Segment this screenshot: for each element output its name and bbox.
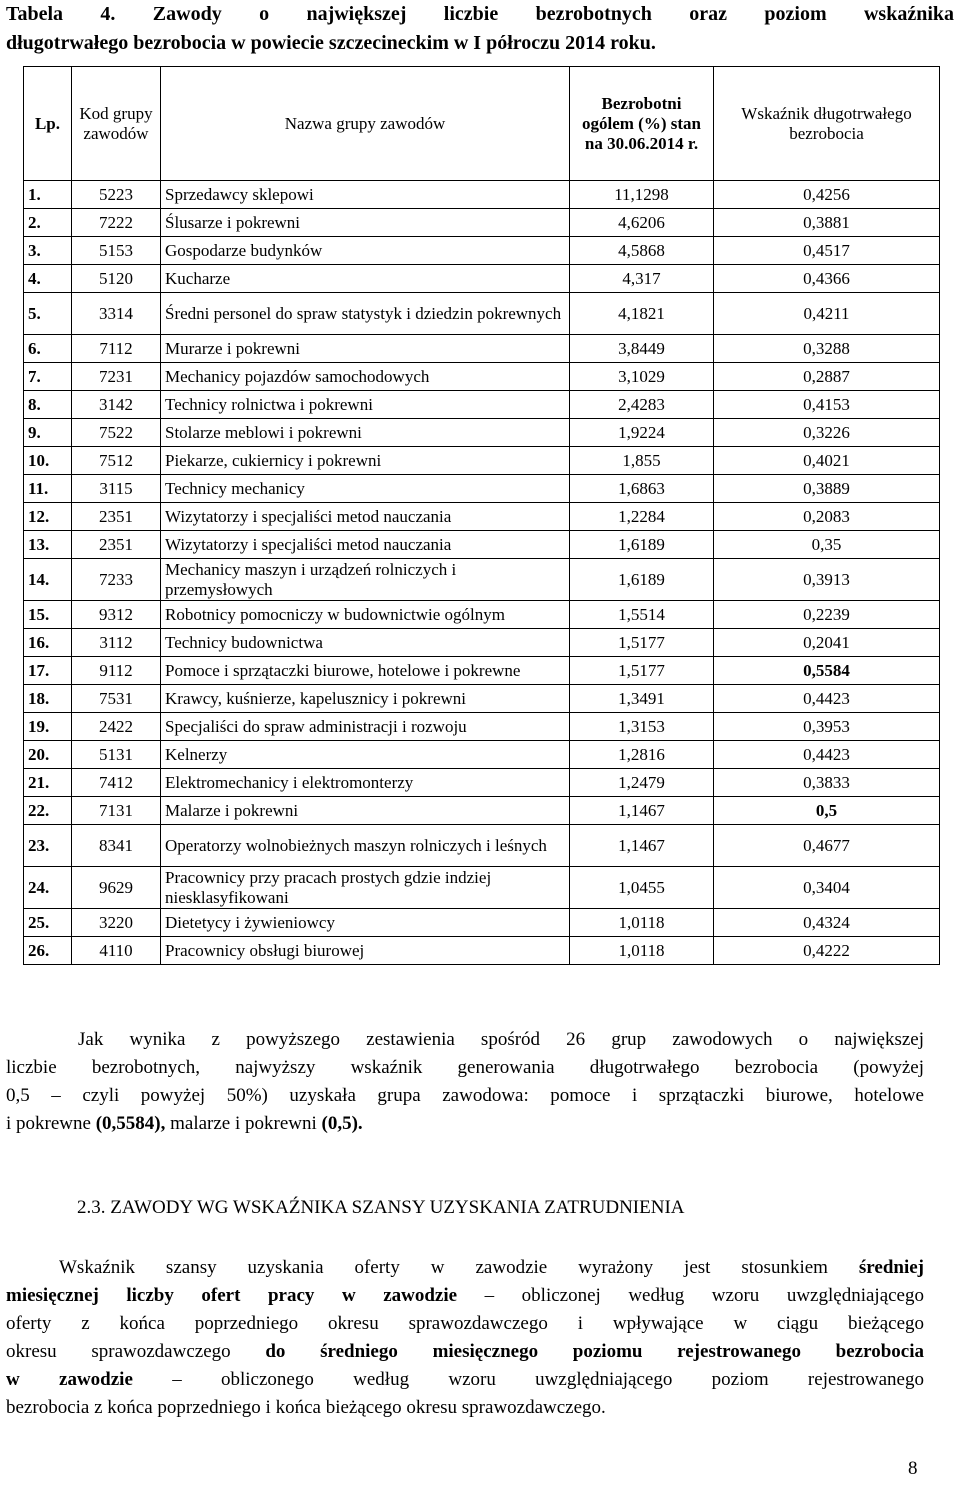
definition-bold-1: średniej (858, 1257, 924, 1278)
summary-text-a: i pokrewne (6, 1113, 96, 1134)
cell-wskaznik: 0,3889 (714, 475, 940, 503)
table-row (24, 937, 940, 965)
cell-wskaznik: 0,3833 (714, 769, 940, 797)
cell-kod: 3314 (72, 293, 161, 335)
table-row (24, 797, 940, 825)
cell-lp: 22. (24, 797, 72, 825)
cell-nazwa: Malarze i pokrewni (161, 797, 570, 825)
table-row (24, 265, 940, 293)
cell-wskaznik: 0,4222 (714, 937, 940, 965)
cell-nazwa: Technicy rolnictwa i pokrewni (161, 391, 570, 419)
summary-line-4 (6, 1110, 924, 1138)
table-row (24, 531, 940, 559)
cell-kod: 4110 (72, 937, 161, 965)
cell-lp: 15. (24, 601, 72, 629)
definition-bold-4: do średniego miesięcznego poziomu rejestrowanego bezrobocia (265, 1341, 924, 1362)
cell-lp: 10. (24, 447, 72, 475)
cell-lp: 25. (24, 909, 72, 937)
cell-wskaznik: 0,3404 (714, 867, 940, 909)
cell-bezrobotni: 1,6189 (570, 531, 714, 559)
cell-nazwa: Kucharze (161, 265, 570, 293)
cell-nazwa: Mechanicy maszyn i urządzeń rolniczych i przemysłowych (161, 559, 570, 601)
definition-line-2 (6, 1282, 924, 1310)
cell-nazwa: Ślusarze i pokrewni (161, 209, 570, 237)
cell-kod: 9112 (72, 657, 161, 685)
cell-bezrobotni: 1,0118 (570, 909, 714, 937)
cell-kod: 9629 (72, 867, 161, 909)
table-row (24, 447, 940, 475)
table-row (24, 741, 940, 769)
table-row (24, 601, 940, 629)
cell-lp: 9. (24, 419, 72, 447)
cell-nazwa: Piekarze, cukiernicy i pokrewni (161, 447, 570, 475)
summary-paragraph (6, 1026, 924, 1138)
header-lp: Lp. (24, 67, 72, 181)
cell-nazwa: Murarze i pokrewni (161, 335, 570, 363)
definition-line-4 (6, 1338, 924, 1366)
cell-bezrobotni: 3,8449 (570, 335, 714, 363)
unemployment-table (23, 66, 940, 965)
table-row (24, 657, 940, 685)
cell-nazwa: Mechanicy pojazdów samochodowych (161, 363, 570, 391)
table-row (24, 363, 940, 391)
cell-wskaznik: 0,2083 (714, 503, 940, 531)
header-nazwa: Nazwa grupy zawodów (161, 67, 570, 181)
table-caption (6, 0, 954, 58)
cell-lp: 21. (24, 769, 72, 797)
cell-kod: 7233 (72, 559, 161, 601)
definition-bold-2: miesięcznej liczby ofert pracy w zawodzie (6, 1285, 458, 1306)
cell-bezrobotni: 4,317 (570, 265, 714, 293)
cell-wskaznik: 0,4256 (714, 181, 940, 209)
table-row (24, 209, 940, 237)
table-header-row (24, 67, 940, 181)
cell-kod: 9312 (72, 601, 161, 629)
definition-paragraph (6, 1254, 924, 1422)
cell-lp: 24. (24, 867, 72, 909)
cell-bezrobotni: 1,0118 (570, 937, 714, 965)
cell-wskaznik: 0,5 (714, 797, 940, 825)
cell-nazwa: Pracownicy obsługi biurowej (161, 937, 570, 965)
cell-wskaznik: 0,5584 (714, 657, 940, 685)
cell-wskaznik: 0,4423 (714, 741, 940, 769)
cell-kod: 2422 (72, 713, 161, 741)
cell-lp: 3. (24, 237, 72, 265)
cell-bezrobotni: 1,5177 (570, 629, 714, 657)
cell-wskaznik: 0,3226 (714, 419, 940, 447)
table-row (24, 335, 940, 363)
cell-lp: 18. (24, 685, 72, 713)
cell-wskaznik: 0,3953 (714, 713, 940, 741)
table-row (24, 503, 940, 531)
summary-text-b: malarze i pokrewni (165, 1113, 322, 1134)
cell-wskaznik: 0,2887 (714, 363, 940, 391)
cell-lp: 20. (24, 741, 72, 769)
page-number: 8 (908, 1458, 918, 1479)
cell-bezrobotni: 1,1467 (570, 825, 714, 867)
section-heading: 2.3. ZAWODY WG WSKAŹNIKA SZANSY UZYSKANIA ZATRUDNIENIA (77, 1197, 685, 1218)
cell-kod: 8341 (72, 825, 161, 867)
cell-kod: 7522 (72, 419, 161, 447)
cell-nazwa: Wizytatorzy i specjaliści metod nauczania (161, 531, 570, 559)
cell-bezrobotni: 1,3491 (570, 685, 714, 713)
definition-text-1: Wskaźnik szansy uzyskania oferty w zawodzie wyrażony jest stosunkiem (59, 1257, 859, 1278)
cell-bezrobotni: 1,0455 (570, 867, 714, 909)
table-row (24, 629, 940, 657)
cell-wskaznik: 0,3881 (714, 209, 940, 237)
cell-bezrobotni: 1,6863 (570, 475, 714, 503)
cell-bezrobotni: 3,1029 (570, 363, 714, 391)
table-row (24, 293, 940, 335)
cell-lp: 23. (24, 825, 72, 867)
cell-kod: 7531 (72, 685, 161, 713)
cell-bezrobotni: 2,4283 (570, 391, 714, 419)
cell-bezrobotni: 1,5514 (570, 601, 714, 629)
cell-nazwa: Sprzedawcy sklepowi (161, 181, 570, 209)
cell-lp: 13. (24, 531, 72, 559)
cell-wskaznik: 0,3913 (714, 559, 940, 601)
cell-nazwa: Specjaliści do spraw administracji i rozwoju (161, 713, 570, 741)
cell-nazwa: Gospodarze budynków (161, 237, 570, 265)
cell-wskaznik: 0,4211 (714, 293, 940, 335)
cell-bezrobotni: 1,2284 (570, 503, 714, 531)
cell-kod: 7231 (72, 363, 161, 391)
table-row (24, 713, 940, 741)
cell-lp: 11. (24, 475, 72, 503)
cell-kod: 3142 (72, 391, 161, 419)
table-row (24, 475, 940, 503)
cell-bezrobotni: 1,2816 (570, 741, 714, 769)
definition-line-3: oferty z końca poprzedniego okresu sprawozdawczego i wpływające w ciągu bieżącego (6, 1313, 924, 1334)
definition-text-2: – obliczonej według wzoru uwzględniającego (457, 1285, 924, 1306)
table-row (24, 867, 940, 909)
cell-nazwa: Kelnerzy (161, 741, 570, 769)
cell-nazwa: Średni personel do spraw statystyk i dziedzin pokrewnych (161, 293, 570, 335)
cell-lp: 2. (24, 209, 72, 237)
cell-nazwa: Technicy mechanicy (161, 475, 570, 503)
cell-kod: 2351 (72, 503, 161, 531)
cell-wskaznik: 0,4423 (714, 685, 940, 713)
cell-wskaznik: 0,2239 (714, 601, 940, 629)
cell-bezrobotni: 1,2479 (570, 769, 714, 797)
cell-lp: 12. (24, 503, 72, 531)
cell-nazwa: Stolarze meblowi i pokrewni (161, 419, 570, 447)
cell-lp: 17. (24, 657, 72, 685)
summary-value-2: (0,5). (321, 1113, 363, 1134)
summary-value-1: (0,5584), (95, 1113, 166, 1134)
cell-lp: 5. (24, 293, 72, 335)
summary-line-2: liczbie bezrobotnych, najwyższy wskaźnik generowania długotrwałego bezrobocia (powyżej (6, 1057, 924, 1078)
definition-line-5 (6, 1366, 924, 1394)
cell-lp: 8. (24, 391, 72, 419)
cell-wskaznik: 0,2041 (714, 629, 940, 657)
cell-lp: 19. (24, 713, 72, 741)
definition-line-6: bezrobocia z końca poprzedniego i końca bieżącego okresu sprawozdawczego. (6, 1397, 606, 1418)
cell-bezrobotni: 4,6206 (570, 209, 714, 237)
table-row (24, 419, 940, 447)
table-body (24, 181, 940, 965)
cell-wskaznik: 0,4366 (714, 265, 940, 293)
definition-bold-5: w zawodzie (6, 1369, 133, 1390)
table-row (24, 391, 940, 419)
cell-nazwa: Pomoce i sprzątaczki biurowe, hotelowe i pokrewne (161, 657, 570, 685)
cell-kod: 7512 (72, 447, 161, 475)
cell-wskaznik: 0,4677 (714, 825, 940, 867)
header-kod: Kod grupy zawodów (72, 67, 161, 181)
cell-bezrobotni: 4,1821 (570, 293, 714, 335)
cell-bezrobotni: 1,855 (570, 447, 714, 475)
table-row (24, 769, 940, 797)
cell-bezrobotni: 1,6189 (570, 559, 714, 601)
table-row (24, 181, 940, 209)
summary-line-1: Jak wynika z powyższego zestawienia spośród 26 grup zawodowych o największej (78, 1029, 924, 1050)
cell-kod: 7412 (72, 769, 161, 797)
cell-kod: 7112 (72, 335, 161, 363)
cell-nazwa: Wizytatorzy i specjaliści metod nauczania (161, 503, 570, 531)
header-bezrobotni: Bezrobotni ogólem (%) stan na 30.06.2014 r. (570, 67, 714, 181)
cell-bezrobotni: 11,1298 (570, 181, 714, 209)
cell-kod: 7131 (72, 797, 161, 825)
definition-text-5: – obliczonego według wzoru uwzględniającego poziom rejestrowanego (132, 1369, 924, 1390)
cell-nazwa: Krawcy, kuśnierze, kapelusznicy i pokrewni (161, 685, 570, 713)
definition-text-4: okresu sprawozdawczego (6, 1341, 266, 1362)
cell-lp: 1. (24, 181, 72, 209)
cell-lp: 7. (24, 363, 72, 391)
cell-bezrobotni: 1,1467 (570, 797, 714, 825)
definition-line-1 (6, 1254, 924, 1282)
table-row (24, 685, 940, 713)
cell-lp: 16. (24, 629, 72, 657)
header-wskaznik: Wskaźnik długotrwałego bezrobocia (714, 67, 940, 181)
cell-lp: 6. (24, 335, 72, 363)
cell-kod: 7222 (72, 209, 161, 237)
cell-wskaznik: 0,3288 (714, 335, 940, 363)
table-row (24, 909, 940, 937)
cell-nazwa: Dietetycy i żywieniowcy (161, 909, 570, 937)
cell-wskaznik: 0,4021 (714, 447, 940, 475)
cell-nazwa: Pracownicy przy pracach prostych gdzie indziej niesklasyfikowani (161, 867, 570, 909)
caption-line-2: długotrwałego bezrobocia w powiecie szczecineckim w I półroczu 2014 roku. (6, 32, 656, 54)
cell-lp: 4. (24, 265, 72, 293)
cell-lp: 14. (24, 559, 72, 601)
cell-wskaznik: 0,4324 (714, 909, 940, 937)
cell-kod: 2351 (72, 531, 161, 559)
cell-bezrobotni: 4,5868 (570, 237, 714, 265)
cell-nazwa: Robotnicy pomocniczy w budownictwie ogólnym (161, 601, 570, 629)
cell-kod: 5120 (72, 265, 161, 293)
caption-line-1: Tabela 4. Zawody o największej liczbie bezrobotnych oraz poziom wskaźnika (6, 3, 954, 25)
table-row (24, 825, 940, 867)
cell-kod: 5131 (72, 741, 161, 769)
table-row (24, 559, 940, 601)
summary-line-3: 0,5 – czyli powyżej 50%) uzyskała grupa zawodowa: pomoce i sprzątaczki biurowe, hotelowe (6, 1085, 924, 1106)
cell-bezrobotni: 1,5177 (570, 657, 714, 685)
table-row (24, 237, 940, 265)
cell-wskaznik: 0,4517 (714, 237, 940, 265)
cell-kod: 5223 (72, 181, 161, 209)
cell-kod: 3220 (72, 909, 161, 937)
cell-wskaznik: 0,35 (714, 531, 940, 559)
cell-bezrobotni: 1,3153 (570, 713, 714, 741)
cell-nazwa: Elektromechanicy i elektromonterzy (161, 769, 570, 797)
cell-lp: 26. (24, 937, 72, 965)
cell-nazwa: Technicy budownictwa (161, 629, 570, 657)
cell-nazwa: Operatorzy wolnobieżnych maszyn rolniczych i leśnych (161, 825, 570, 867)
cell-kod: 3112 (72, 629, 161, 657)
cell-kod: 5153 (72, 237, 161, 265)
cell-bezrobotni: 1,9224 (570, 419, 714, 447)
cell-kod: 3115 (72, 475, 161, 503)
cell-wskaznik: 0,4153 (714, 391, 940, 419)
